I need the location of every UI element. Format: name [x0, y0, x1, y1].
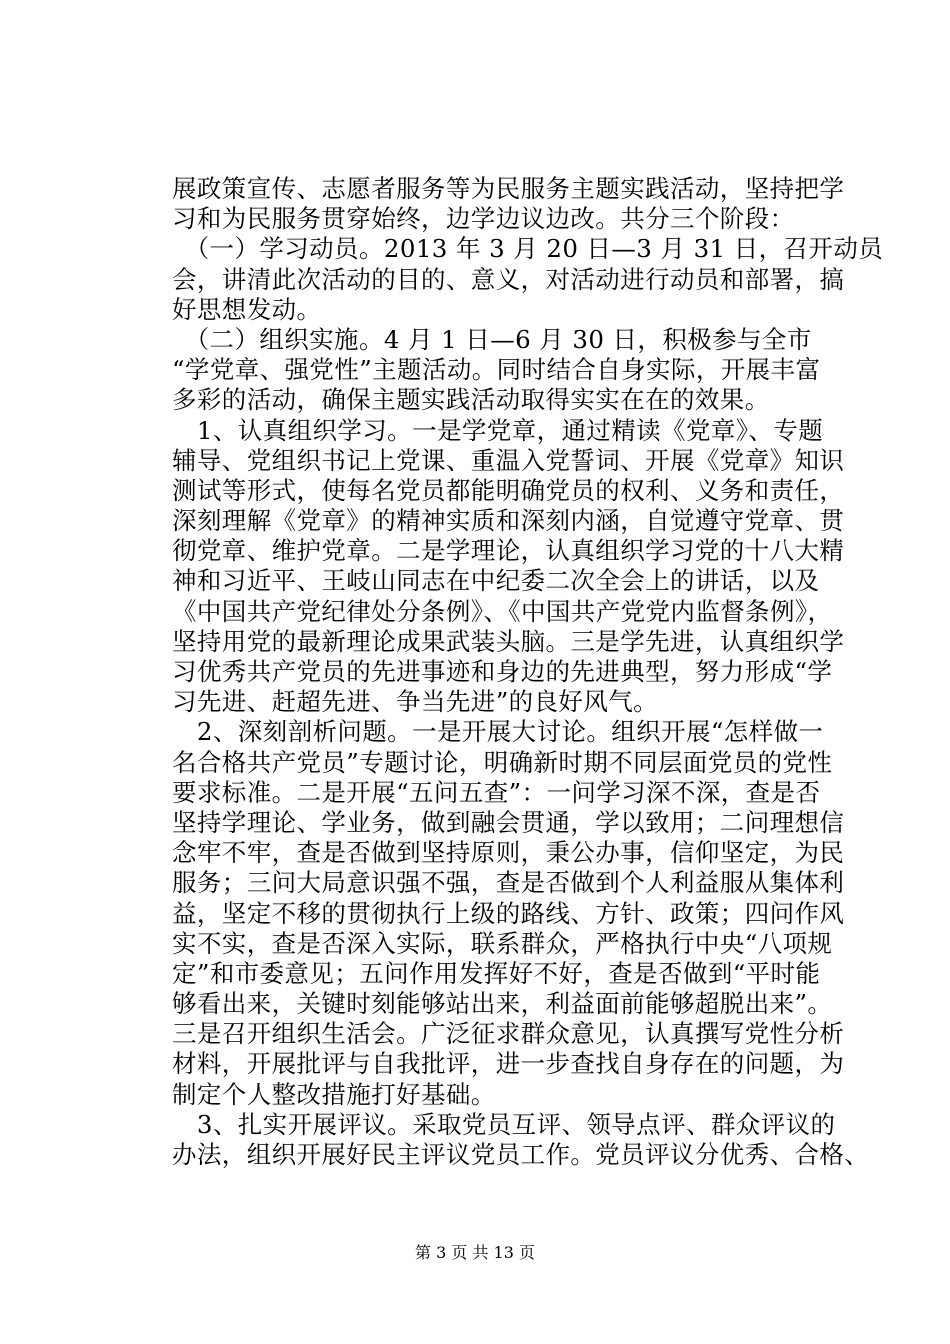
text-line: 测试等形式，使每名党员都能明确党员的权利、义务和责任， [172, 475, 845, 505]
text-line: （一）学习动员。2013 年 3 月 20 日—3 月 31 日，召开动员 [172, 234, 884, 264]
text-line: （二）组织实施。4 月 1 日—6 月 30 日，积极参与全市 [172, 324, 812, 354]
text-line: 制定个人整改措施打好基础。 [172, 1079, 496, 1109]
text-line: 多彩的活动，确保主题实践活动取得实实在在的效果。 [172, 385, 770, 415]
text-line: 要求标准。二是开展“五问五查”：一问学习深不深，查是否 [172, 777, 821, 807]
text-line: 名合格共产党员”专题讨论，明确新时期不同层面党员的党性 [172, 747, 833, 777]
text-line: 《中国共产党纪律处分条例》、《中国共产党党内监督条例》， [172, 596, 833, 626]
text-line: 益，坚定不移的贯彻执行上级的路线、方针、政策；四问作风 [172, 898, 845, 928]
text-line: 够看出来，关键时刻能够站出来，利益面前能够超脱出来”。 [172, 989, 833, 1019]
text-line: 习和为民服务贯穿始终，边学边议边改。共分三个阶段： [172, 204, 795, 234]
text-line: 服务；三问大局意识强不强，查是否做到个人利益服从集体利 [172, 868, 845, 898]
text-line: 好思想发动。 [172, 294, 322, 324]
text-line: 坚持用党的最新理论成果武装头脑。三是学先进，认真组织学 [172, 626, 845, 656]
document-body [172, 174, 884, 1170]
text-line: 1、认真组织学习。一是学党章，通过精读《党章》、专题 [172, 415, 824, 445]
text-line: 3、扎实开展评议。采取党员互评、领导点评、群众评议的 [172, 1109, 836, 1139]
text-line: “学党章、强党性”主题活动。同时结合自身实际，开展丰富 [172, 355, 821, 385]
text-line: 辅导、党组织书记上党课、重温入党誓词、开展《党章》知识 [172, 445, 845, 475]
text-line: 三是召开组织生活会。广泛征求群众意见，认真撰写党性分析 [172, 1019, 845, 1049]
text-line: 展政策宣传、志愿者服务等为民服务主题实践活动，坚持把学 [172, 174, 845, 203]
text-line: 实不实，查是否深入实际，联系群众，严格执行中央“八项规 [172, 928, 833, 958]
text-line: 2、深刻剖析问题。一是开展大讨论。组织开展“怎样做一 [172, 717, 824, 747]
text-line: 深刻理解《党章》的精神实质和深刻内涵，自觉遵守党章、贯 [172, 506, 845, 536]
text-line: 办法，组织开展好民主评议党员工作。党员评议分优秀、合格、 [172, 1140, 870, 1169]
text-line: 会，讲清此次活动的目的、意义，对活动进行动员和部署，搞 [172, 264, 845, 294]
text-line: 彻党章、维护党章。二是学理论，认真组织学习党的十八大精 [172, 536, 845, 566]
text-line: 念牢不牢，查是否做到坚持原则，秉公办事，信仰坚定，为民 [172, 838, 845, 868]
text-line: 材料，开展批评与自我批评，进一步查找自身存在的问题，为 [172, 1049, 845, 1079]
text-line: 坚持学理论、学业务，做到融会贯通，学以致用；二问理想信 [172, 807, 845, 837]
page-number-footer: 第 3 页 共 13 页 [415, 1243, 535, 1262]
text-line: 定”和市委意见；五问作用发挥好不好，查是否做到“平时能 [172, 958, 821, 988]
text-line: 习优秀共产党员的先进事迹和身边的先进典型，努力形成“学 [172, 657, 833, 686]
text-line: 习先进、赶超先进、争当先进”的良好风气。 [172, 687, 659, 717]
text-line: 神和习近平、王岐山同志在中纪委二次全会上的讲话，以及 [172, 566, 820, 596]
